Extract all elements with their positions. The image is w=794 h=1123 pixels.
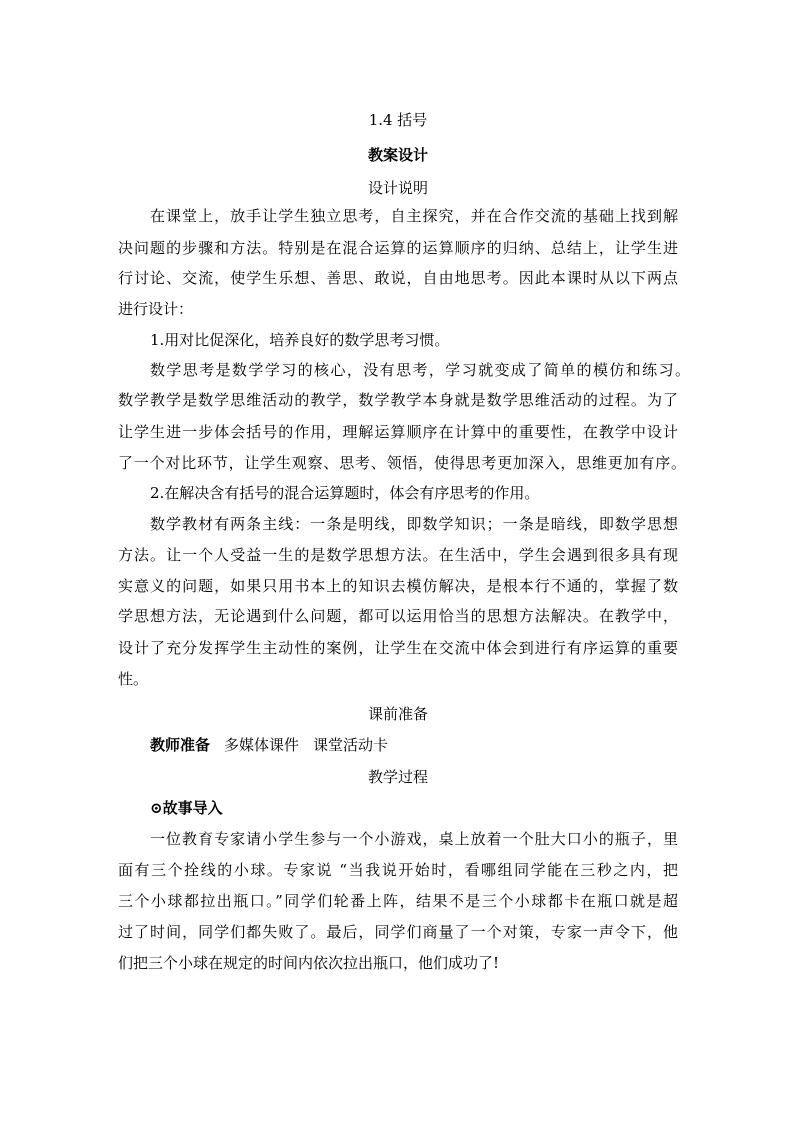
point-two: 2.在解决含有括号的混合运算题时，体会有序思考的作用。 — [150, 484, 540, 502]
paragraph-line: 三个小球都拉出瓶口。”同学们轮番上阵，结果不是三个小球都卡在瓶口就是超 — [118, 892, 678, 910]
paragraph-line: 数学思考是数学学习的核心，没有思考，学习就变成了简单的模仿和练习。 — [150, 361, 690, 379]
story-heading: ⊙故事导入 — [150, 799, 223, 817]
lesson-subtitle: 教案设计 — [367, 146, 428, 164]
section-heading-design: 设计说明 — [367, 179, 428, 197]
prep-label: 教师准备 — [150, 736, 211, 754]
paragraph-line: 行讨论、交流，使学生乐想、善思、敢说，自由地思考。因此本课时从以下两点 — [118, 269, 678, 287]
paragraph-line: 进行设计： — [118, 300, 194, 318]
section-heading-process: 教学过程 — [367, 768, 428, 786]
paragraph-line: 实意义的问题，如果只用书本上的知识去模仿解决，是根本行不通的，掌握了数 — [118, 577, 678, 595]
paragraph-line: 学思想方法，无论遇到什么问题，都可以运用恰当的思想方法解决。在教学中， — [118, 607, 678, 625]
paragraph-line: 设计了充分发挥学生主动性的案例，让学生在交流中体会到进行有序运算的重要 — [118, 639, 678, 657]
prep-row — [150, 735, 710, 755]
paragraph-line: 过了时间，同学们都失败了。最后，同学们商量了一个对策，专家一声令下，他 — [118, 923, 678, 941]
lesson-title: 1.4 括号 — [368, 111, 428, 129]
paragraph-line: 数学教学是数学思维活动的教学，数学教学本身就是数学思维活动的过程。为了 — [118, 391, 678, 409]
paragraph-line: 性。 — [118, 670, 149, 688]
prep-item: 课堂活动卡 — [313, 736, 389, 754]
section-heading-prep: 课前准备 — [367, 705, 428, 723]
paragraph-line: 在课堂上，放手让学生独立思考，自主探究，并在合作交流的基础上找到解 — [150, 207, 678, 225]
paragraph-line: 们把三个小球在规定的时间内依次拉出瓶口，他们成功了! — [118, 954, 500, 972]
prep-item: 多媒体课件 — [224, 736, 300, 754]
paragraph-line: 方法。让一个人受益一生的是数学思想方法。在生活中，学生会遇到很多具有现 — [118, 546, 678, 564]
paragraph-line: 决问题的步骤和方法。特别是在混合运算的运算顺序的归纳、总结上，让学生进 — [118, 239, 678, 257]
paragraph-line: 了一个对比环节，让学生观察、思考、领悟，使得思考更加深入，思维更加有序。 — [118, 454, 686, 472]
point-one: 1.用对比促深化，培养良好的数学思考习惯。 — [150, 331, 450, 349]
paragraph-line: 面有三个拴线的小球。专家说 “当我说开始时，看哪组同学能在三秒之内，把 — [118, 861, 678, 879]
paragraph-line: 数学教材有两条主线：一条是明线，即数学知识；一条是暗线，即数学思想 — [150, 515, 678, 533]
paragraph-line: 一位教育专家请小学生参与一个小游戏，桌上放着一个肚大口小的瓶子，里 — [150, 830, 678, 848]
paragraph-line: 让学生进一步体会括号的作用，理解运算顺序在计算中的重要性，在教学中设计 — [118, 423, 678, 441]
